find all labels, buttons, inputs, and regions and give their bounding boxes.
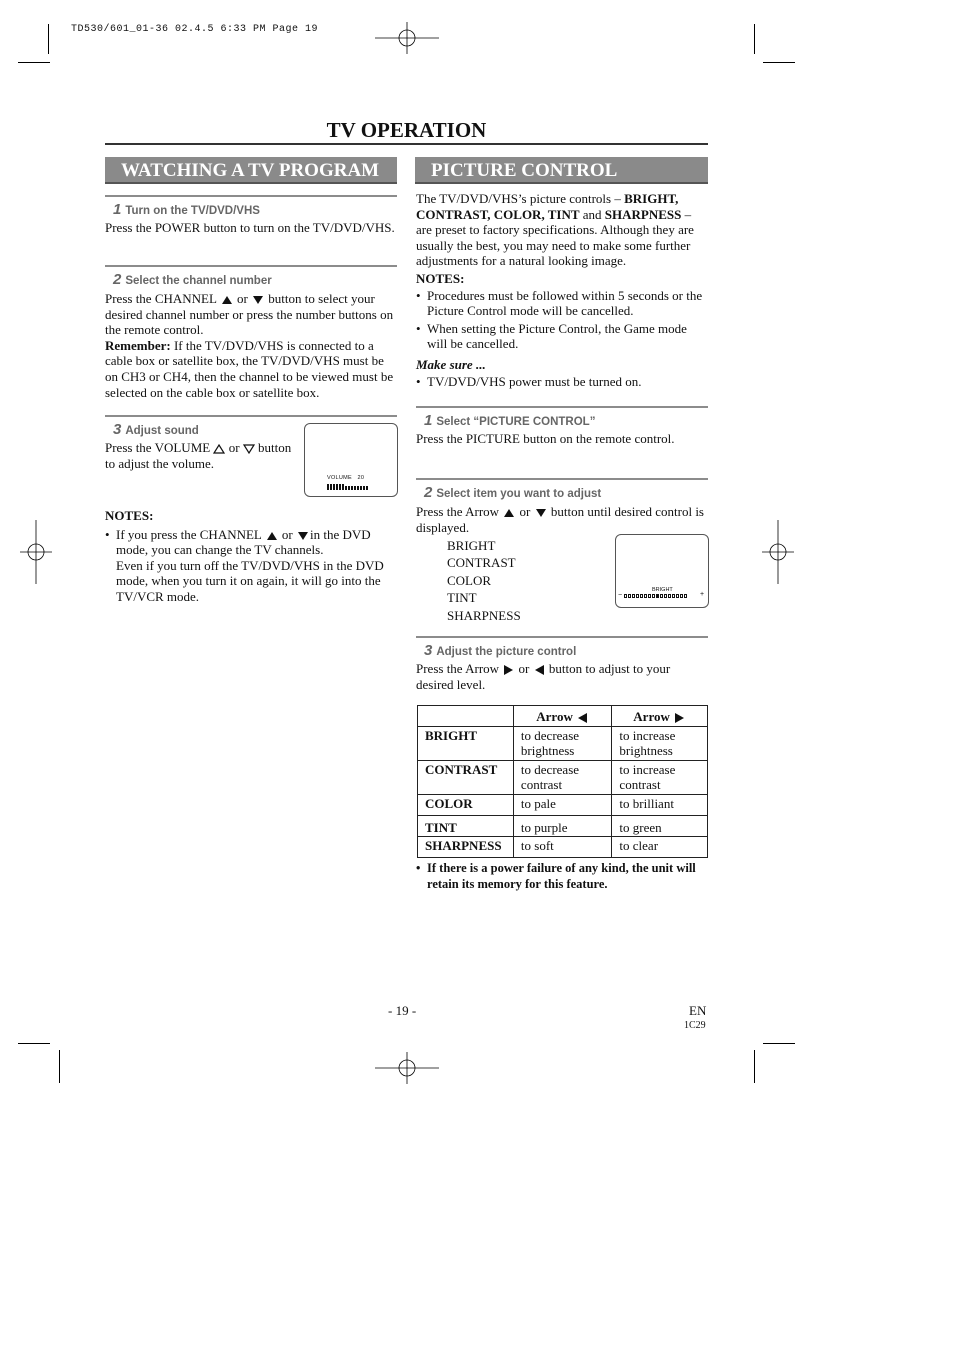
volume-segment [351,486,353,490]
step1-text: Press the POWER button to turn on the TV/DVD/VHS. [105,220,395,235]
bright-segment [672,594,675,598]
bright-segment [676,594,679,598]
picture-control-intro: The TV/DVD/VHS’s picture controls – BRIGHT, CONTRAST, COLOR, TINT and SHARPNESS – are preset to factory specifications. Although they are usually the best, you may need to make some further adjustments for a natural looking image. [416,191,694,269]
minus-icon: − [618,592,623,599]
registration-mark-left [20,520,52,584]
bright-segment [648,594,651,598]
volume-down-outline-icon [243,444,255,454]
control-item: CONTRAST [447,555,516,571]
step-heading: 3 Adjust sound [113,421,199,438]
table-row: TINT to purple to green [418,815,708,837]
step3-text: Press the VOLUME or button to adjust the volume. [105,440,292,471]
table-header-cell [418,706,514,727]
print-header: TD530/601_01-36 02.4.5 6:33 PM Page 19 [71,24,319,35]
volume-segment [345,486,347,490]
pc-step3-text: Press the Arrow or button to adjust to your desired level. [416,661,671,692]
bright-segment [660,594,663,598]
right-notes: NOTES: • Procedures must be followed within 5 seconds or the Picture Control mode will be cancelled. • When setting the Picture Control, the Game mode will be cancelled. Make sure ... • TV/DVD/VHS power must be turned on. [416,271,708,389]
section-title-watching: WATCHING A TV PROGRAM [105,157,397,184]
bright-segment [668,594,671,598]
table-header-cell: Arrow [513,706,612,727]
bright-segment [636,594,639,598]
step-rule [416,636,708,638]
arrow-down-icon [536,509,546,517]
bright-osd-label: BRIGHT [652,587,673,593]
bright-segment [624,594,627,598]
bright-level-bar [624,594,687,599]
control-item: BRIGHT [447,538,496,553]
bright-segment [664,594,667,598]
step-rule [105,415,397,417]
registration-mark-top [375,22,439,54]
bright-segment [652,594,655,598]
arrow-right-icon [675,713,684,723]
step-heading: 2 Select the channel number [113,271,272,288]
registration-mark-right [762,520,794,584]
volume-segment [327,484,329,490]
volume-segment [348,486,350,490]
language-code: EN [689,1003,707,1018]
bright-segment [684,594,687,598]
volume-up-outline-icon [213,444,225,454]
bright-segment [644,594,647,598]
arrow-up-icon [267,532,277,540]
page-title: TV OPERATION [326,118,487,142]
document-code: 1C29 [684,1020,706,1031]
step2-text: Press the CHANNEL or button to select your desired channel number or press the number buttons on the remote control. Remember: If the TV/DVD/VHS is connected to a cable box or satellite box, the TV/DVD/VHS must be on CH3 or CH4, then the channel to be viewed must be selected on the cable box or satellite box. [105,291,394,400]
arrow-down-icon [253,296,263,304]
volume-segment [363,486,365,490]
pc-step2-text: Press the Arrow or button until desired control is displayed. [416,504,704,535]
table-row: BRIGHT to decrease brightness to increase brightness [418,726,708,760]
table-row: COLOR to pale to brilliant [418,794,708,815]
bright-segment [656,594,659,598]
page-number: - 19 - [388,1003,417,1018]
pc-step1-text: Press the PICTURE button on the remote control. [416,431,675,446]
arrow-up-icon [222,296,232,304]
step-rule [416,406,708,408]
note-item: • Procedures must be followed within 5 seconds or the Picture Control mode will be cancelled. [416,288,708,319]
plus-icon: + [700,591,705,598]
bright-osd-screen [615,534,709,608]
arrow-up-icon [504,509,514,517]
arrow-left-icon [578,713,587,723]
step-heading: 2 Select item you want to adjust [424,484,602,501]
volume-segment [357,486,359,490]
volume-segment [354,486,356,490]
step-heading: 3 Adjust the picture control [424,642,577,659]
volume-osd-label: VOLUME 20 [327,475,365,481]
control-item: TINT [447,590,477,606]
volume-segment [360,486,362,490]
table-header-row [418,706,708,727]
volume-segment [366,486,368,490]
step-heading: 1 Select “PICTURE CONTROL” [424,412,596,429]
volume-level-bar [327,484,368,490]
step-rule [105,265,397,267]
step-heading: 1 Turn on the TV/DVD/VHS [113,201,260,218]
arrow-down-icon [298,532,308,540]
section-title-picture-control: PICTURE CONTROL [415,157,708,184]
bright-segment [680,594,683,598]
power-failure-note: • If there is a power failure of any kind, the unit will retain its memory for this feature. [416,861,708,892]
control-item: COLOR [447,572,492,588]
table-row: SHARPNESS to soft to clear [418,837,708,858]
control-item: SHARPNESS [447,607,521,623]
bright-segment [640,594,643,598]
table-row: CONTRAST to decrease contrast to increase contrast [418,760,708,794]
arrow-left-icon [535,665,544,675]
volume-osd-screen [304,423,398,497]
title-rule [105,143,708,145]
table-header-cell: Arrow [612,706,708,727]
control-list [447,537,597,624]
bright-segment [628,594,631,598]
step-rule [416,478,708,480]
picture-control-table [417,705,708,858]
volume-segment [339,484,341,490]
left-notes: NOTES: • If you press the CHANNEL or in the DVD mode, you can change the TV channels. Even if you turn off the TV/DVD/VHS in the DVD mode, when you turn it on again, it will go into the TV/VCR mode. [105,508,397,605]
step-rule [105,195,397,197]
volume-segment [330,484,332,490]
note-item: • If you press the CHANNEL or in the DVD mode, you can change the TV channels. Even if you turn off the TV/DVD/VHS in the DVD mode, when you turn it on again, it will go into the TV/VCR mode. [105,527,397,605]
make-sure-item: • TV/DVD/VHS power must be turned on. [416,374,708,390]
bright-segment [632,594,635,598]
volume-segment [336,484,338,490]
volume-segment [333,484,335,490]
volume-segment [342,484,344,490]
arrow-right-icon [504,665,513,675]
note-item: • When setting the Picture Control, the Game mode will be cancelled. [416,321,708,352]
registration-mark-bottom [375,1052,439,1084]
